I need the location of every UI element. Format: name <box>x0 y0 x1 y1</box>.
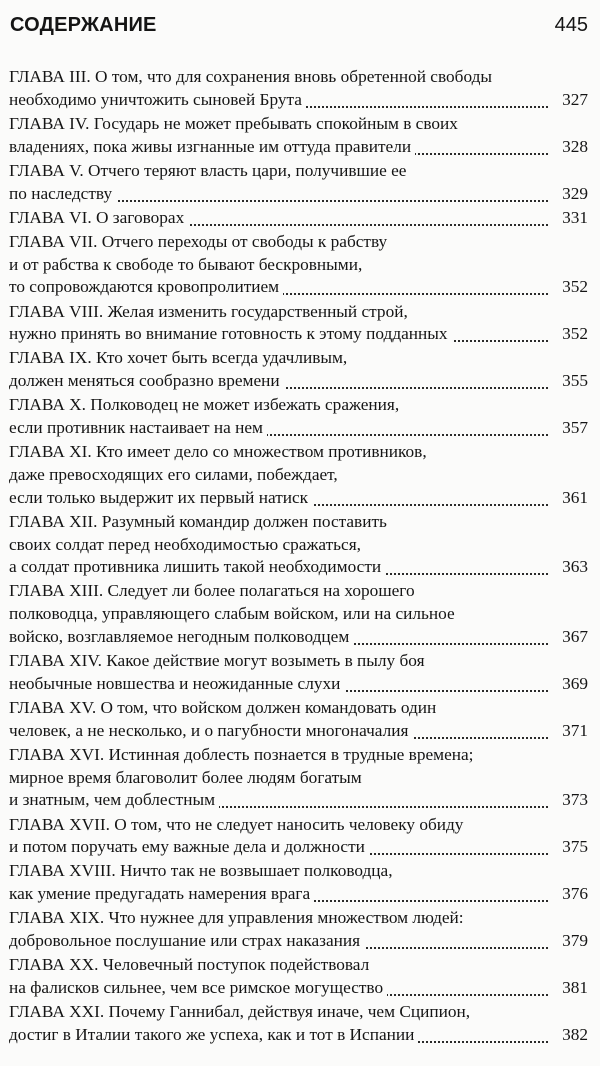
toc-entry-line <box>9 160 588 183</box>
toc-entry-line-last <box>9 487 588 510</box>
toc-entry <box>9 207 588 230</box>
toc-entry-page: 376 <box>558 883 588 906</box>
toc-entry-text: и знатным, чем доблестным <box>9 790 219 809</box>
toc-entry-line-last <box>9 836 588 859</box>
toc-entry <box>9 954 588 999</box>
toc-entry-text: ГЛАВА XII. Разумный командир должен поставить <box>9 511 387 531</box>
toc-entry-text: владениях, пока живы изгнанные им оттуда правители <box>9 137 415 156</box>
toc-entry-line <box>9 767 588 790</box>
toc-entry-text: ГЛАВА XXI. Почему Ганнибал, действуя иначе, чем Сципион, <box>9 1002 471 1022</box>
toc-entry-line <box>9 580 588 603</box>
toc-entry-line-last <box>9 626 588 649</box>
toc-entry-line <box>9 650 588 673</box>
toc-entry-page: 357 <box>558 417 588 440</box>
toc-entry-line-last <box>9 1024 588 1047</box>
toc-entry-text: ГЛАВА IX. Кто хочет быть всегда удачливым, <box>9 348 348 368</box>
toc-entry-line <box>9 697 588 720</box>
toc-entry-page: 371 <box>558 720 588 743</box>
toc-entry-line-last <box>9 136 588 159</box>
toc-entry <box>9 66 588 111</box>
toc-entry <box>9 907 588 952</box>
toc-entry <box>9 1001 588 1046</box>
toc-entry-page: 361 <box>558 487 588 510</box>
toc-entry-text: даже превосходящих его силами, побеждает, <box>9 464 338 484</box>
toc-entry-text: если только выдержит их первый натиск <box>9 488 312 507</box>
toc-entry-text: ГЛАВА IV. Государь не может пребывать спокойным в своих <box>9 113 458 133</box>
toc-entry-text: необычные новшества и неожиданные слухи <box>9 674 344 693</box>
toc-entry-line-last <box>9 720 588 743</box>
toc-entry-line-last <box>9 183 588 206</box>
running-title: СОДЕРЖАНИЕ <box>10 14 157 36</box>
toc-entry-line <box>9 860 588 883</box>
toc-entry <box>9 650 588 695</box>
toc-entry-text: необходимо уничтожить сыновей Брута <box>9 90 306 109</box>
toc-entry-page: 331 <box>558 207 588 230</box>
toc-entry-line-last <box>9 930 588 953</box>
toc-entry-line-last <box>9 883 588 906</box>
toc-entry-line <box>9 464 588 487</box>
toc-entry-line <box>9 511 588 534</box>
toc-entry-line-last <box>9 977 588 1000</box>
toc-entry-line <box>9 394 588 417</box>
toc-entry-text: нужно принять во внимание готовность к этому подданных <box>9 324 452 343</box>
toc-entry-line-last <box>9 276 588 299</box>
table-of-contents <box>9 66 588 1048</box>
toc-entry-line-last <box>9 556 588 579</box>
toc-entry-text: ГЛАВА XVI. Истинная доблесть познается в трудные времена; <box>9 744 474 764</box>
toc-entry-line <box>9 347 588 370</box>
toc-entry <box>9 394 588 439</box>
page-header <box>10 14 588 44</box>
toc-entry-text: ГЛАВА VIII. Желая изменить государственный строй, <box>9 301 408 321</box>
toc-entry-line-last <box>9 89 588 112</box>
toc-entry-text: достиг в Италии такого же успеха, как и тот в Испании <box>9 1025 418 1044</box>
toc-entry-line <box>9 1001 588 1024</box>
toc-entry <box>9 511 588 579</box>
toc-entry-text: ГЛАВА XIII. Следует ли более полагаться на хорошего <box>9 581 415 601</box>
toc-entry-text: по наследству <box>9 184 116 203</box>
toc-entry-text: на фалисков сильнее, чем все римское могущество <box>9 978 387 997</box>
toc-entry-page: 367 <box>558 626 588 649</box>
toc-entry-line <box>9 534 588 557</box>
toc-entry-line-last <box>9 673 588 696</box>
toc-entry-text: ГЛАВА III. О том, что для сохранения вновь обретенной свободы <box>9 67 492 86</box>
toc-entry-text: полководца, управляющего слабым войском, или на сильное <box>9 604 455 624</box>
toc-entry <box>9 860 588 905</box>
toc-entry <box>9 231 588 299</box>
toc-entry-text: ГЛАВА V. Отчего теряют власть цари, получившие ее <box>9 160 407 180</box>
toc-entry-text: ГЛАВА XIX. Что нужнее для управления множеством людей: <box>9 908 464 928</box>
toc-entry-text: добровольное послушание или страх наказания <box>9 931 364 950</box>
toc-entry-line <box>9 603 588 626</box>
toc-entry-text: ГЛАВА VII. Отчего переходы от свободы к рабству <box>9 231 388 251</box>
page-number: 445 <box>554 14 588 36</box>
toc-entry <box>9 814 588 859</box>
toc-entry-line <box>9 254 588 277</box>
toc-entry-line <box>9 301 588 324</box>
toc-entry-page: 369 <box>558 673 588 696</box>
toc-entry-page: 355 <box>558 370 588 393</box>
toc-entry-text: ГЛАВА XX. Человечный поступок подействовал <box>9 955 370 975</box>
toc-entry-line <box>9 66 588 89</box>
toc-entry-page: 375 <box>558 836 588 859</box>
toc-entry-line <box>9 231 588 254</box>
toc-entry-page: 329 <box>558 183 588 206</box>
toc-entry-text: то сопровождаются кровопролитием <box>9 277 283 296</box>
toc-entry-line <box>9 907 588 930</box>
toc-entry-text: ГЛАВА XI. Кто имеет дело со множеством противников, <box>9 442 427 462</box>
toc-entry-text: и от рабства к свободе то бывают бескровными, <box>9 254 363 274</box>
toc-entry-line-last <box>9 370 588 393</box>
toc-entry-line-last <box>9 207 588 230</box>
toc-entry-text: человек, а не несколько, и о пагубности многоначалия <box>9 721 412 740</box>
toc-entry-line <box>9 814 588 837</box>
toc-entry <box>9 441 588 509</box>
toc-entry-page: 352 <box>558 323 588 346</box>
toc-entry-text: ГЛАВА XIV. Какое действие могут возыметь в пылу боя <box>9 651 425 671</box>
toc-entry-line-last <box>9 417 588 440</box>
toc-entry-text: и потом поручать ему важные дела и должности <box>9 837 369 856</box>
toc-entry-text: как умение предугадать намерения врага <box>9 884 314 903</box>
toc-entry-line-last <box>9 789 588 812</box>
toc-entry-page: 381 <box>558 977 588 1000</box>
toc-entry-text: должен меняться сообразно времени <box>9 371 284 390</box>
toc-entry <box>9 160 588 205</box>
toc-entry-text: а солдат противника лишить такой необходимости <box>9 557 385 576</box>
toc-entry-page: 382 <box>558 1024 588 1047</box>
toc-entry-page: 373 <box>558 789 588 812</box>
toc-entry-page: 328 <box>558 136 588 159</box>
toc-entry-page: 363 <box>558 556 588 579</box>
toc-entry-text: мирное время благоволит более людям богатым <box>9 767 362 787</box>
toc-entry <box>9 697 588 742</box>
toc-entry <box>9 580 588 648</box>
toc-entry-text: ГЛАВА XVII. О том, что не следует наносить человеку обиду <box>9 814 464 834</box>
toc-entry-text: ГЛАВА XV. О том, что войском должен командовать один <box>9 697 437 717</box>
toc-entry-text: ГЛАВА VI. О заговорах <box>9 208 188 227</box>
toc-entry-text: ГЛАВА XVIII. Ничто так не возвышает полководца, <box>9 861 393 881</box>
toc-entry-page: 327 <box>558 89 588 112</box>
toc-entry <box>9 347 588 392</box>
toc-entry <box>9 301 588 346</box>
toc-entry <box>9 744 588 812</box>
toc-entry-line <box>9 441 588 464</box>
toc-entry-page: 352 <box>558 276 588 299</box>
toc-entry-line <box>9 113 588 136</box>
toc-entry-line <box>9 744 588 767</box>
toc-entry-text: своих солдат перед необходимостью сражаться, <box>9 534 361 554</box>
toc-entry-line <box>9 954 588 977</box>
toc-entry-line-last <box>9 323 588 346</box>
toc-entry <box>9 113 588 158</box>
toc-entry-text: войско, возглавляемое негодным полководцем <box>9 627 353 646</box>
toc-entry-text: ГЛАВА X. Полководец не может избежать сражения, <box>9 395 400 415</box>
toc-entry-page: 379 <box>558 930 588 953</box>
toc-entry-text: если противник настаивает на нем <box>9 418 267 437</box>
